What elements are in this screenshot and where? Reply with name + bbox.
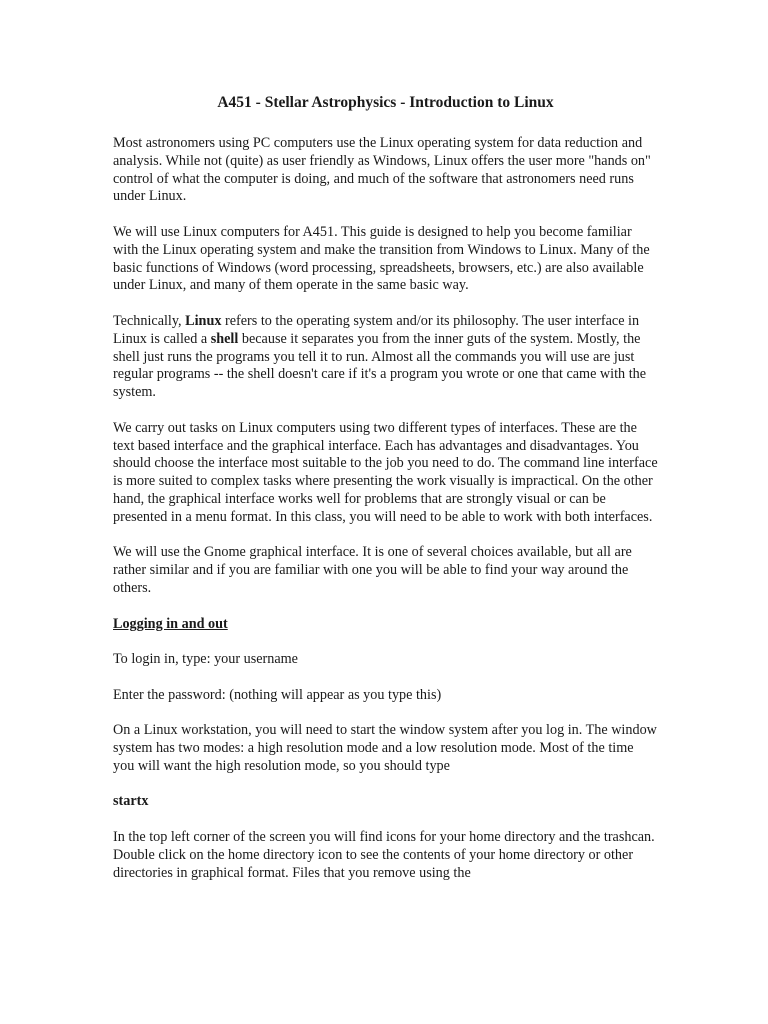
document-title: A451 - Stellar Astrophysics - Introduction to Linux	[217, 94, 554, 111]
paragraph-icons: In the top left corner of the screen you will find icons for your home directory and the trashcan. Double click on the home directory icon to see the contents of your home directory or other directories in graphical format. Files that you remove using the	[113, 829, 655, 881]
paragraph-login: To login in, type: your username	[113, 651, 298, 668]
command-startx: startx	[113, 793, 149, 810]
paragraph-guide: We will use Linux computers for A451. This guide is designed to help you become familiar with the Linux operating system and make the transition from Windows to Linux. Many of the basic functions of Windows (word processing, spreadsheets, browsers, etc.) are also available under Linux, and many of them operate in the same basic way.	[113, 223, 650, 294]
document-page	[113, 94, 658, 900]
paragraph-intro: Most astronomers using PC computers use the Linux operating system for data reduction and analysis. While not (quite) as user friendly as Windows, Linux offers the user more "hands on" control of what the computer is doing, and much of the software that astronomers need runs under Linux.	[113, 135, 651, 205]
paragraph-technical	[113, 313, 658, 402]
paragraph-interfaces: We carry out tasks on Linux computers using two different types of interfaces. These are the text based interface and the graphical interface. Each has advantages and disadvantages. You should choose the interface most suitable to the job you need to do. The command line interface is more suited to complex tasks where presenting the work visually is impractical. On the other hand, the graphical interface works well for problems that are strongly visual or can be presented in a menu format. In this class, you will need to be able to work with both interfaces.	[113, 419, 658, 525]
section-heading-logging: Logging in and out	[113, 615, 228, 632]
paragraph-text: Technically,	[113, 312, 186, 329]
paragraph-gnome: We will use the Gnome graphical interface. It is one of several choices available, but all are rather similar and if you are familiar with one you will be able to find your way around the others.	[113, 544, 632, 596]
paragraph-password: Enter the password: (nothing will appear as you type this)	[113, 686, 442, 703]
paragraph-window-system: On a Linux workstation, you will need to start the window system after you log in. The window system has two modes: a high resolution mode and a low resolution mode. Most of the time you will want the high resolution mode, so you should type	[113, 722, 657, 774]
paragraph-text: refers to the operating system and/or its philosophy. The user interface in Linux is called a	[113, 312, 640, 347]
paragraph-text: because it separates you from the inner guts of the system. Mostly, the shell just runs the programs you tell it to run. Almost all the commands you will use are just regular programs -- the shell doesn't care if it's a program you wrote or one that came with the system.	[113, 330, 647, 401]
term-shell: shell	[210, 330, 239, 347]
term-linux: Linux	[185, 312, 222, 329]
